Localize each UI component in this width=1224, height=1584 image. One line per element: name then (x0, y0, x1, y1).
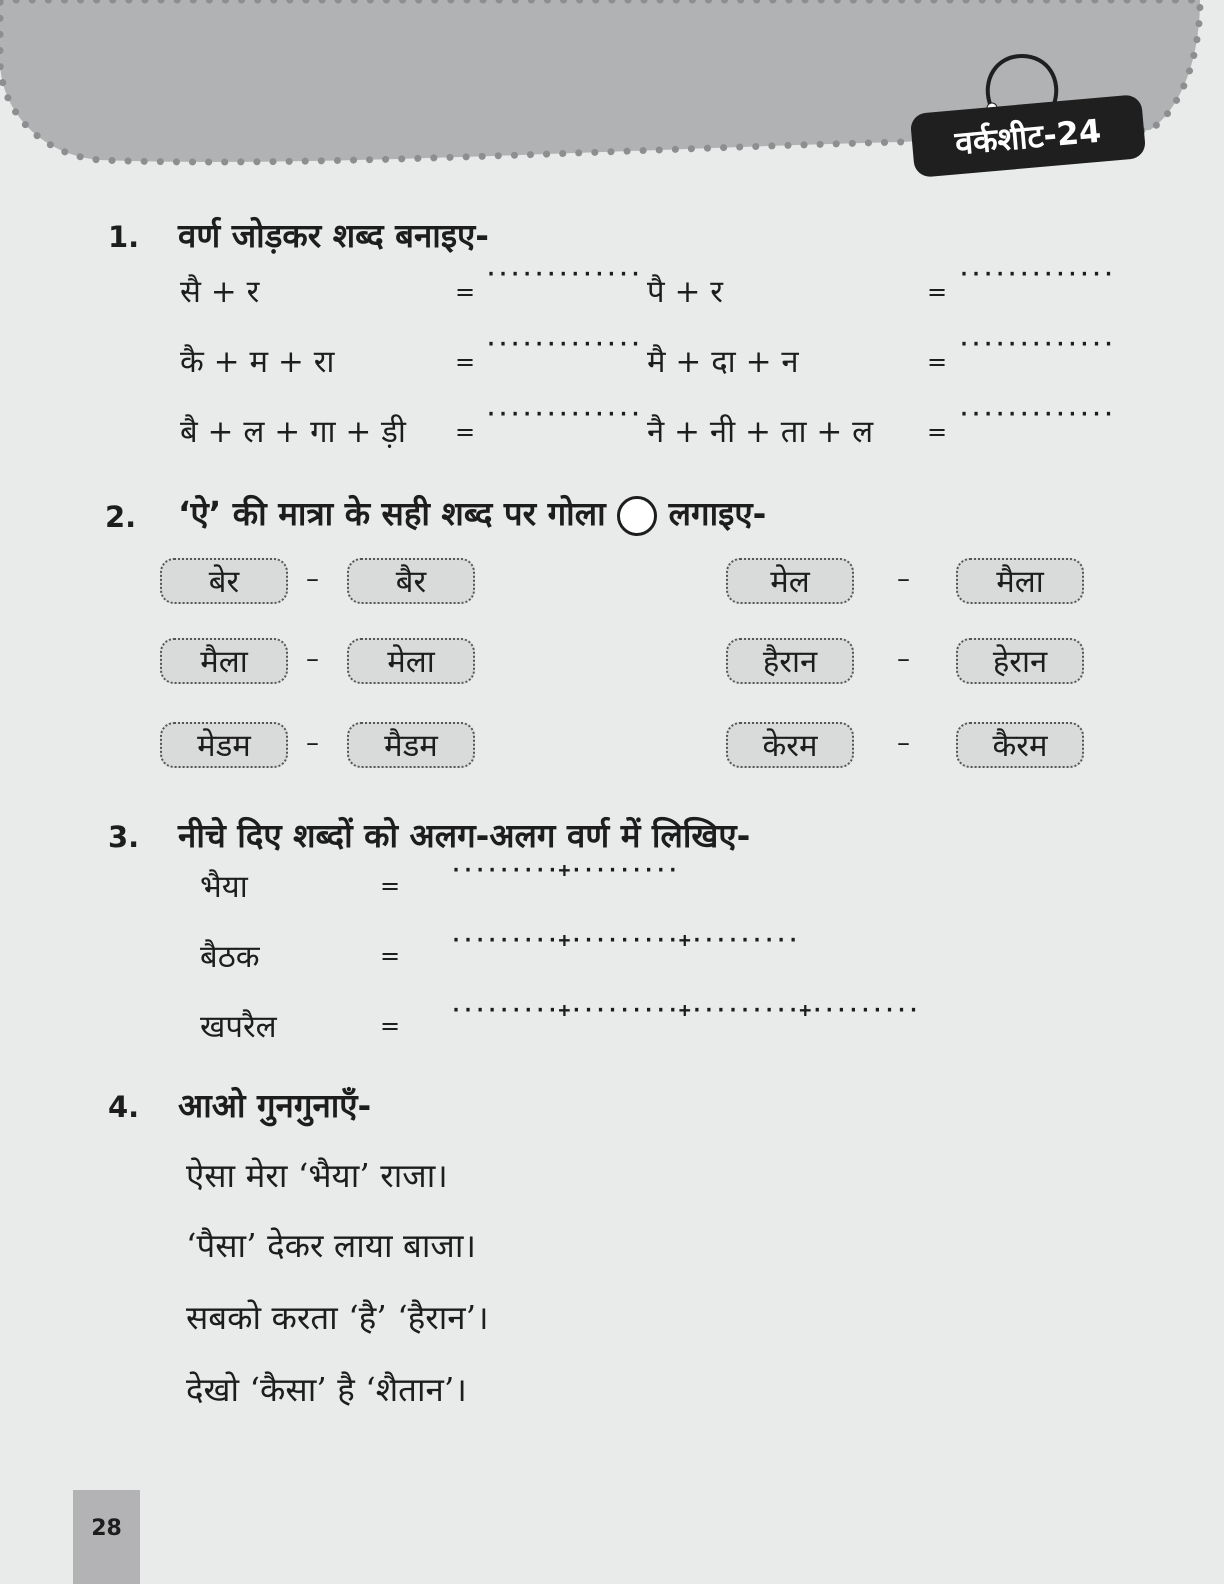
q1-row2-left: कै + म + रा (180, 344, 335, 380)
q3-blanks[interactable]: ·········+········· (450, 858, 679, 882)
pair-dash: – (897, 728, 910, 758)
pair-dash: – (897, 564, 910, 594)
poem-line: देखो ‘कैसा’ है ‘शैतान’। (186, 1370, 467, 1409)
q1-row3-right-blank[interactable]: ············· (958, 402, 1115, 426)
word-option[interactable]: बैर (347, 558, 475, 604)
word-option[interactable]: मेडम (160, 722, 288, 768)
q1-row1-right-equals: = (927, 278, 948, 306)
pair-dash: – (306, 564, 319, 594)
q1-row3-right: नै + नी + ता + ल (647, 414, 874, 450)
word-option[interactable]: कैरम (956, 722, 1084, 768)
word-option[interactable]: मैडम (347, 722, 475, 768)
poem-line: ऐसा मेरा ‘भैया’ राजा। (186, 1156, 448, 1195)
q1-row3-right-equals: = (927, 418, 948, 446)
word-option[interactable]: हैरान (726, 638, 854, 684)
poem-line: ‘पैसा’ देकर लाया बाजा। (186, 1226, 476, 1265)
word-option[interactable]: मैला (160, 638, 288, 684)
q3-word: खपरैल (200, 1009, 277, 1045)
q2-title (178, 490, 766, 536)
q3-word: बैठक (200, 939, 260, 975)
q3-number: 3. (108, 820, 140, 854)
pair-dash: – (306, 728, 319, 758)
word-option[interactable]: मेल (726, 558, 854, 604)
q1-row3-left: बै + ल + गा + ड़ी (180, 414, 406, 450)
word-option[interactable]: बेर (160, 558, 288, 604)
circle-icon (617, 496, 657, 536)
pair-dash: – (306, 644, 319, 674)
q1-row3-left-equals: = (455, 418, 476, 446)
q2-title-start: ‘ऐ’ की मात्रा के सही शब्द पर गोला (178, 494, 606, 533)
q3-equals: = (380, 942, 401, 970)
q3-blanks[interactable]: ·········+·········+·········+········· (450, 998, 920, 1022)
poem-line: सबको करता ‘है’ ‘हैरान’। (186, 1298, 489, 1337)
q3-equals: = (380, 872, 401, 900)
q1-row2-left-equals: = (455, 348, 476, 376)
q2-number: 2. (105, 500, 137, 534)
q4-title: आओ गुनगुनाएँ- (178, 1086, 372, 1125)
q1-number: 1. (108, 220, 140, 254)
q1-row3-left-blank[interactable]: ············· (485, 402, 642, 426)
q1-row1-right: पै + र (647, 274, 723, 310)
q4-number: 4. (108, 1090, 140, 1124)
q1-row1-left-blank[interactable]: ············· (485, 262, 642, 286)
pair-dash: – (897, 644, 910, 674)
q1-row2-right-blank[interactable]: ············· (958, 332, 1115, 356)
word-option[interactable]: हेरान (956, 638, 1084, 684)
q1-title: वर्ण जोड़कर शब्द बनाइए- (178, 216, 490, 255)
word-option[interactable]: मैला (956, 558, 1084, 604)
q3-word: भैया (200, 869, 248, 905)
q1-row1-left: सै + र (180, 274, 260, 310)
worksheet-badge: वर्कशीट-24 (910, 94, 1147, 178)
q3-blanks[interactable]: ·········+·········+········· (450, 928, 800, 952)
word-option[interactable]: केरम (726, 722, 854, 768)
q1-row1-left-equals: = (455, 278, 476, 306)
q1-row2-left-blank[interactable]: ············· (485, 332, 642, 356)
word-option[interactable]: मेला (347, 638, 475, 684)
page-number: 28 (73, 1490, 140, 1584)
q1-row2-right: मै + दा + न (647, 344, 799, 380)
q2-title-end: लगाइए- (668, 494, 767, 533)
q1-row2-right-equals: = (927, 348, 948, 376)
q3-title: नीचे दिए शब्दों को अलग-अलग वर्ण में लिखिए- (178, 816, 751, 855)
q1-row1-right-blank[interactable]: ············· (958, 262, 1115, 286)
q3-equals: = (380, 1012, 401, 1040)
